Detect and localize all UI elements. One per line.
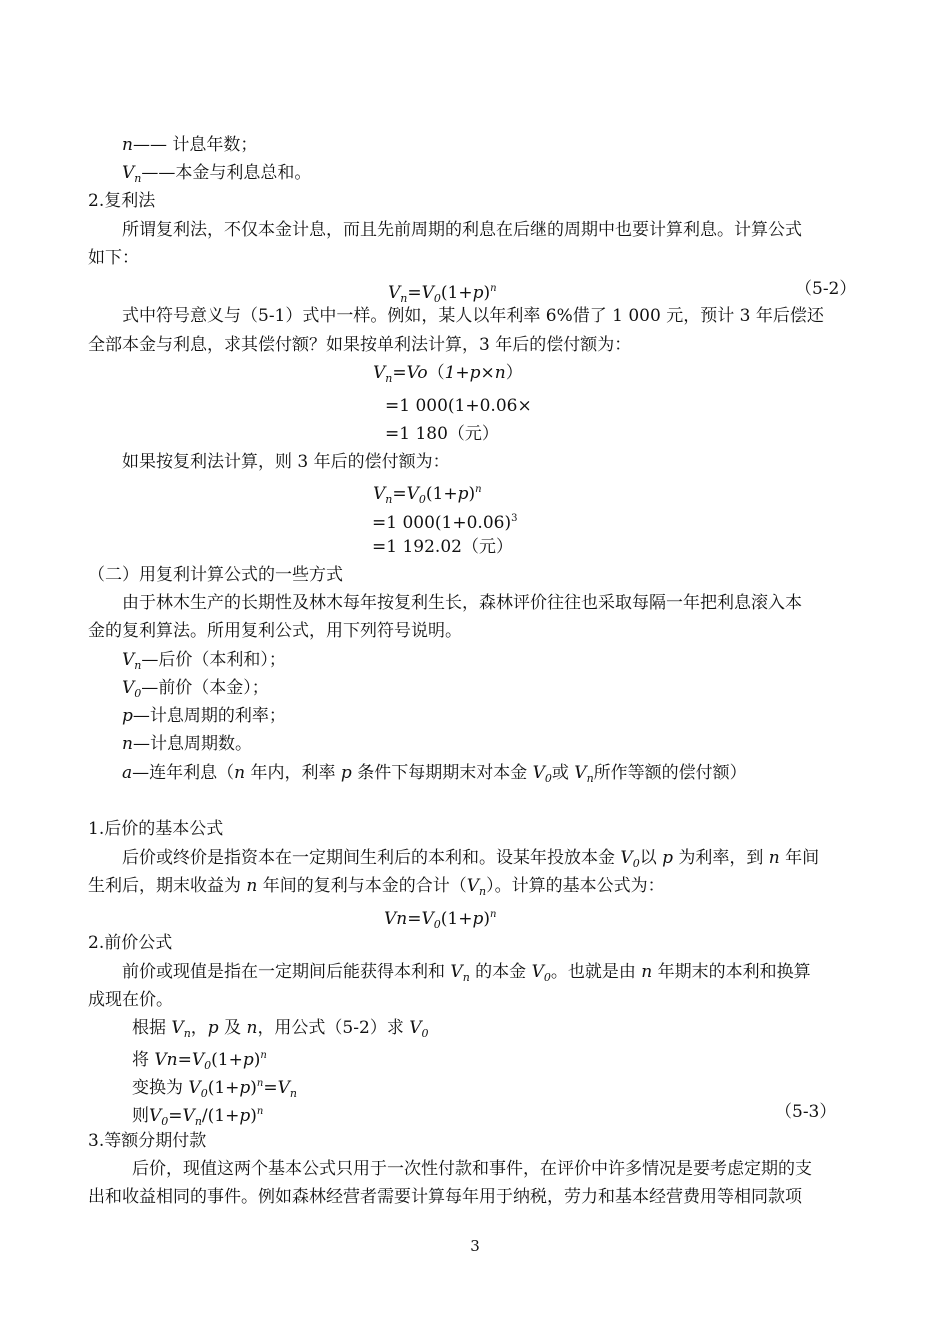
symbol-definition: a—连年利息（n 年内，利率 p 条件下每期期末对本金 $V_0$或 $V_n$所作等额的偿付额）	[122, 763, 747, 785]
heading-future-value: 1.后价的基本公式	[88, 819, 224, 839]
paragraph-line: 后价，现值这两个基本公式只用于一次性付款和事件，在评价中许多情况是要考虑定期的支	[132, 1159, 812, 1179]
paragraph-line: 出和收益相同的事件。例如森林经营者需要计算每年用于纳税，劳力和基本经营费用等相同款项	[88, 1187, 802, 1207]
equation-number: （5-3）	[775, 1102, 837, 1122]
paragraph-line: 前价或现值是指在一定期间后能获得本利和 $V_n$ 的本金 $V_0$。也就是由 n 年期末的本利和换算	[122, 962, 811, 984]
paragraph-line: 全部本金与利息，求其偿付额？如果按单利法计算，3 年后的偿付额为：	[88, 335, 632, 355]
calc-line: =1 000(1+0.06×	[385, 396, 532, 416]
symbol-definition: $V_n—$后价（本利和）；	[122, 650, 286, 672]
paragraph-line: 生利后，期末收益为 n 年间的复利与本金的合计$(V_n)$。计算的基本公式为：	[88, 876, 665, 898]
formula-compound: $V_n=V_0(1+p)^n$	[373, 484, 482, 506]
derivation-step: 根据 $V_n$，p 及 n，用公式（5-2）求 $V_0$	[132, 1018, 429, 1040]
heading-compound-interest: 2.复利法	[88, 191, 156, 211]
section-heading: （二）用复利计算公式的一些方式	[88, 565, 343, 585]
equation-number: （5-2）	[795, 279, 857, 299]
calc-line: =1 $000(1+0.06)^3$	[372, 513, 518, 533]
heading-present-value: 2.前价公式	[88, 933, 173, 953]
paragraph-line: 如下：	[88, 248, 139, 268]
paragraph-line: 金的复利算法。所用复利公式，用下列符号说明。	[88, 621, 462, 641]
symbol-vn-line: $V_n——$本金与利息总和。	[122, 163, 312, 185]
paragraph-line: 如果按复利法计算，则 3 年后的偿付额为：	[122, 452, 450, 472]
calc-line: =1 192.02（元）	[372, 537, 513, 557]
page-number: 3	[470, 1237, 480, 1255]
symbol-definition: p—计息周期的利率；	[122, 706, 286, 726]
derivation-step: 将 $Vn=V_0(1+p)^n$	[132, 1050, 267, 1072]
paragraph-line: 成现在价。	[88, 990, 173, 1010]
heading-annuity: 3.等额分期付款	[88, 1131, 207, 1151]
paragraph-line: 后价或终价是指资本在一定期间生利后的本利和。设某年投放本金 $V_0$以 p 为利率，到 n 年间	[122, 848, 820, 870]
symbol-definition: $V_0—$前价（本金）；	[122, 678, 269, 700]
formula-simple: $V_n=Vo(1+p\times n)$	[373, 363, 523, 385]
paragraph-line: 由于林木生产的长期性及林木每年按复利生长，森林评价往往也采取每隔一年把利息滚入本	[122, 593, 802, 613]
symbol-n-line: n—— 计息年数；	[122, 135, 258, 155]
symbol-definition: n—计息周期数。	[122, 734, 252, 754]
calc-line: =1 180（元）	[385, 424, 499, 444]
formula-future-value: $Vn=V_0(1+p)^n$	[384, 909, 497, 931]
formula-5-3: 则$V_0=V_n/(1+p)^n$	[132, 1106, 264, 1128]
paragraph-line: 所谓复利法，不仅本金计息，而且先前周期的利息在后继的周期中也要计算利息。计算公式	[122, 220, 802, 240]
derivation-step: 变换为 $V_0(1+p)^n=V_n$	[132, 1078, 297, 1100]
formula-5-2: $V_n=V_0(1+p)^n$	[388, 283, 497, 305]
paragraph-line: 式中符号意义与（5-1）式中一样。例如，某人以年利率 6%借了 1 000 元，预计 3 年后偿还	[122, 306, 824, 326]
